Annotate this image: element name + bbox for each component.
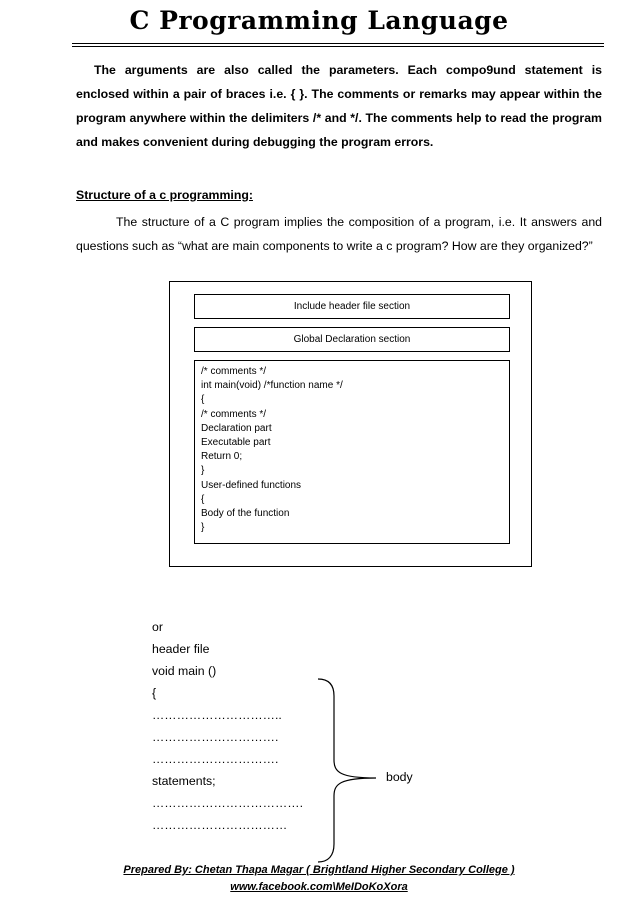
code-line: } [201,522,205,534]
structure-paragraph: The structure of a C program implies the composition of a program, i.e. It answers and questions such as “what are main components to write a c program? How are they organized?” [76,215,602,253]
global-declaration-box: Global Declaration section [194,327,510,352]
page-title: C Programming Language [129,6,509,35]
code-line: int main(void) /*function name */ [201,380,343,392]
code-line: Executable part [201,437,271,449]
alt-line: header file [152,642,210,656]
alt-line-or: or [152,620,163,634]
intro-section [76,58,602,154]
alt-line: { [152,686,157,700]
code-line: Declaration part [201,422,272,434]
alternate-structure [152,616,303,836]
title-rule-top [72,43,604,44]
alt-line: …………………………. [152,730,279,744]
structure-heading: Structure of a c programming: [76,188,253,202]
alt-line: …………………………… [152,818,288,832]
code-line: Return 0; [201,451,243,463]
alt-line: ………………………….. [152,708,282,722]
code-line: } [201,465,205,477]
code-line: User-defined functions [201,479,302,491]
code-line: Body of the function [201,508,290,520]
code-line: { [201,493,205,505]
brace-label-body: body [386,770,413,784]
alt-line: void main () [152,664,217,678]
footer-credit: Prepared By: Chetan Thapa Magar ( Brightland Higher Secondary College ) [123,864,515,876]
code-line: /* comments */ [201,408,267,420]
alt-line: ………………………………. [152,796,303,810]
structure-section [76,210,602,258]
include-header-box: Include header file section [194,294,510,319]
intro-paragraph: The arguments are also called the parameters. Each compo9und statement is enclosed within a pair of braces i.e. { }. The comments or remarks may appear within the program anywhere within the delimiters /* and */. The comments help to read the program and makes convenient during debugging the program errors. [76,63,602,149]
main-function-box [194,360,510,544]
code-line: { [201,394,205,406]
alt-line: …………………………. [152,752,279,766]
code-line: /* comments */ [201,366,267,377]
curly-brace-icon [300,676,380,866]
footer-link[interactable]: www.facebook.com\MeIDoKoXora [230,881,408,893]
alt-line: statements; [152,774,216,788]
title-rule-bottom [72,46,604,47]
